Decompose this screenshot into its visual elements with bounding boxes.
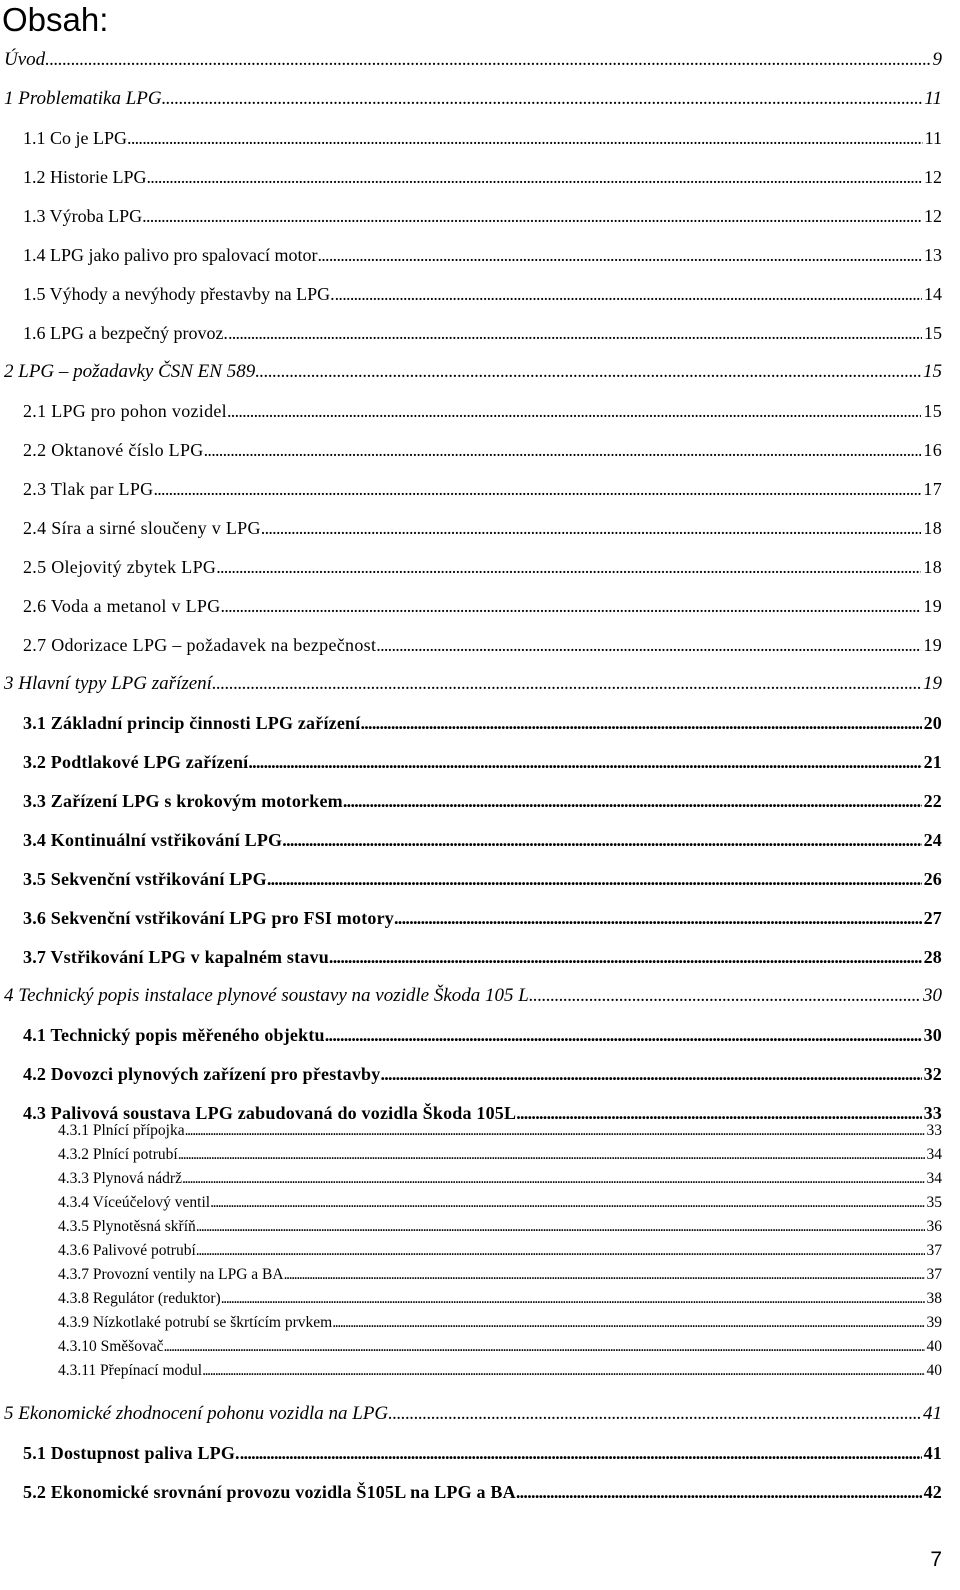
toc-entry-page: 36 [926, 1218, 942, 1235]
toc-entry-label: 3.5 Sekvenční vstřikování LPG [23, 869, 267, 889]
toc-leader [162, 82, 923, 116]
toc-entry-3-2[interactable] [23, 745, 942, 779]
toc-entry-page: 18 [923, 518, 942, 538]
toc-entry-page: 34 [926, 1146, 942, 1163]
toc-entry-2-1[interactable] [23, 394, 942, 428]
toc-entry-label: 3.4 Kontinuální vstřikování LPG [23, 830, 283, 850]
toc-leader [529, 979, 921, 1013]
toc-entry-chapter-2[interactable] [4, 355, 942, 389]
toc-entry-page: 33 [926, 1122, 942, 1139]
toc-entry-2-6[interactable] [23, 589, 942, 623]
toc-entry-page: 30 [923, 985, 942, 1006]
toc-entry-page: 37 [926, 1266, 942, 1283]
toc-leader [216, 550, 921, 584]
toc-entry-3-6[interactable] [23, 901, 942, 935]
toc-leader [360, 706, 921, 740]
toc-entry-uvod[interactable] [4, 43, 942, 77]
toc-entry-page: 18 [923, 557, 942, 577]
toc-entry-4-2[interactable] [23, 1057, 942, 1091]
toc-entry-label: 1.6 LPG a bezpečný provoz. [23, 323, 228, 343]
toc-entry-2-7[interactable] [23, 628, 942, 662]
toc-entry-label: 1 Problematika LPG [4, 88, 162, 109]
toc-entry-label: 2.2 Oktanové číslo LPG [23, 440, 204, 460]
toc-entry-label: 3.3 Zařízení LPG s krokovým motorkem [23, 791, 343, 811]
toc-leader [221, 1289, 925, 1310]
toc-entry-label: 4.3.10 Směšovač [58, 1338, 164, 1355]
toc-entry-4-3-9[interactable] [58, 1313, 942, 1334]
toc-leader [153, 472, 921, 506]
toc-entry-page: 41 [923, 1403, 942, 1424]
toc-entry-label: 4.3.11 Přepínací modul [58, 1362, 203, 1379]
toc-leader [240, 1436, 922, 1470]
toc-leader [343, 784, 922, 818]
toc-entry-chapter-4[interactable] [4, 979, 942, 1013]
toc-entry-4-3-10[interactable] [58, 1337, 942, 1358]
toc-leader [204, 433, 922, 467]
toc-entry-page: 16 [923, 440, 942, 460]
toc-entry-label: 5.1 Dostupnost paliva LPG. [23, 1443, 240, 1463]
toc-entry-label: 5.2 Ekonomické srovnání provozu vozidla Š105L na LPG a BA [23, 1482, 516, 1502]
toc-entry-page: 30 [923, 1025, 942, 1045]
toc-leader [380, 1057, 921, 1091]
toc-entry-label: 1.4 LPG jako palivo pro spalovací motor [23, 245, 318, 265]
toc-entry-chapter-3[interactable] [4, 667, 942, 701]
toc-entry-4-3-11[interactable] [58, 1361, 942, 1382]
toc-entry-2-5[interactable] [23, 550, 942, 584]
toc-entry-page: 38 [926, 1290, 942, 1307]
toc-entry-label: 1.3 Výroba LPG [23, 206, 143, 226]
toc-entry-label: 4.3.6 Palivové potrubí [58, 1242, 196, 1259]
toc-leader [147, 160, 923, 194]
toc-leader [335, 277, 922, 311]
toc-entry-3-3[interactable] [23, 784, 942, 818]
toc-entry-label: 2.6 Voda a metanol v LPG [23, 596, 221, 616]
toc-entry-page: 33 [923, 1103, 942, 1123]
toc-entry-page: 15 [923, 401, 942, 421]
toc-entry-4-1[interactable] [23, 1018, 942, 1052]
toc-leader [332, 1313, 924, 1334]
toc-entry-page: 11 [924, 88, 942, 109]
toc-leader [282, 823, 921, 857]
toc-entry-label: 3.7 Vstřikování LPG v kapalném stavu [23, 947, 329, 967]
toc-entry-4-3-7[interactable] [58, 1265, 942, 1286]
toc-leader [163, 1337, 924, 1358]
toc-entry-2-4[interactable] [23, 511, 942, 545]
toc-entry-page: 13 [924, 245, 942, 265]
toc-entry-label: 2.7 Odorizace LPG – požadavek na bezpečnost [23, 635, 377, 655]
toc-entry-1-2[interactable] [23, 160, 942, 194]
toc-entry-page: 26 [923, 869, 942, 889]
toc-leader [261, 511, 922, 545]
toc-leader [376, 628, 921, 662]
toc-entry-1-4[interactable] [23, 238, 942, 272]
toc-entry-label: 4.3 Palivová soustava LPG zabudovaná do vozidla Škoda 105L [23, 1103, 517, 1123]
toc-entry-label: 2.1 LPG pro pohon vozidel [23, 401, 227, 421]
toc-entry-4-3-2[interactable] [58, 1145, 942, 1166]
toc-entry-1-3[interactable] [23, 199, 942, 233]
toc-entry-label: 4.3.9 Nízkotlaké potrubí se škrtícím prvkem [58, 1314, 333, 1331]
toc-entry-label: 3.6 Sekvenční vstřikování LPG pro FSI motory [23, 908, 394, 928]
toc-entry-page: 24 [923, 830, 942, 850]
toc-entry-label: 4.3.4 Víceúčelový ventil [58, 1194, 211, 1211]
toc-entry-2-2[interactable] [23, 433, 942, 467]
toc-entry-1-1[interactable] [23, 121, 942, 155]
toc-entry-page: 12 [924, 206, 942, 226]
toc-entry-4-3-4[interactable] [58, 1193, 942, 1214]
toc-leader [221, 589, 922, 623]
toc-entry-3-1[interactable] [23, 706, 942, 740]
toc-leader [127, 121, 923, 155]
toc-entry-label: 4.2 Dovozci plynových zařízení pro přestavby [23, 1064, 381, 1084]
toc-entry-chapter-5[interactable] [4, 1397, 942, 1431]
toc-entry-3-4[interactable] [23, 823, 942, 857]
toc-entry-label: 4.3.7 Provozní ventily na LPG a BA [58, 1266, 284, 1283]
toc-entry-label: 4.3.1 Plnící přípojka [58, 1122, 185, 1139]
toc-leader [248, 745, 921, 779]
toc-entry-3-7[interactable] [23, 940, 942, 974]
toc-leader [212, 667, 921, 701]
toc-entry-label: 2.5 Olejovitý zbytek LPG [23, 557, 217, 577]
toc-entry-page: 22 [923, 791, 942, 811]
toc-entry-page: 34 [926, 1170, 942, 1187]
toc-entry-page: 12 [924, 167, 942, 187]
toc-entry-page: 15 [924, 323, 942, 343]
toc-entry-label: 1.1 Co je LPG [23, 128, 128, 148]
toc-entry-4-3-8[interactable] [58, 1289, 942, 1310]
toc-entry-page: 42 [923, 1482, 942, 1502]
toc-entry-5-2[interactable] [23, 1475, 942, 1509]
toc-leader [45, 43, 930, 77]
toc-leader [142, 199, 922, 233]
toc-entry-page: 9 [932, 49, 942, 70]
toc-leader [182, 1169, 925, 1190]
toc-entry-label: 4.3.3 Plynová nádrž [58, 1170, 182, 1187]
toc-entry-4-3-3[interactable] [58, 1169, 942, 1190]
toc-leader [185, 1121, 925, 1142]
toc-leader [210, 1193, 924, 1214]
toc-entry-label: 4 Technický popis instalace plynové soustavy na vozidle Škoda 105 L [4, 985, 529, 1006]
toc-entry-page: 11 [924, 128, 942, 148]
toc-leader [329, 940, 922, 974]
toc-leader [228, 316, 922, 350]
toc-entry-label: 4.1 Technický popis měřeného objektu [23, 1025, 325, 1045]
toc-entry-page: 41 [923, 1443, 942, 1463]
toc-entry-page: 28 [923, 947, 942, 967]
page-number: 7 [930, 1548, 942, 1571]
toc-entry-page: 19 [923, 635, 942, 655]
toc-entry-page: 39 [926, 1314, 942, 1331]
toc-entry-label: 2.3 Tlak par LPG [23, 479, 154, 499]
toc-entry-page: 27 [923, 908, 942, 928]
toc-entry-label: 4.3.5 Plynotěsná skříň [58, 1218, 196, 1235]
toc-entry-label: Úvod [4, 49, 46, 70]
toc-entry-1-6[interactable] [23, 316, 942, 350]
toc-entry-page: 15 [923, 361, 942, 382]
toc-entry-page: 37 [926, 1242, 942, 1259]
toc-entry-label: 3 Hlavní typy LPG zařízení [4, 673, 212, 694]
toc-leader [516, 1475, 922, 1509]
toc-leader [255, 355, 921, 389]
toc-leader [202, 1361, 924, 1382]
toc-entry-label: 5 Ekonomické zhodnocení pohonu vozidla na LPG [4, 1403, 389, 1424]
toc-entry-label: 4.3.8 Regulátor (reduktor) [58, 1290, 221, 1307]
toc-leader [267, 862, 922, 896]
toc-entry-3-5[interactable] [23, 862, 942, 896]
toc-entry-5-1[interactable] [23, 1436, 942, 1470]
toc-entry-page: 20 [923, 713, 942, 733]
toc-entry-page: 19 [923, 596, 942, 616]
toc-entry-page: 14 [924, 284, 942, 304]
toc-leader [394, 901, 922, 935]
toc-leader [196, 1217, 925, 1238]
toc-leader [388, 1397, 921, 1431]
toc-entry-4-3-5[interactable] [58, 1217, 942, 1238]
toc-entry-page: 35 [926, 1194, 942, 1211]
toc-entry-label: 3.2 Podtlakové LPG zařízení [23, 752, 249, 772]
toc-entry-page: 19 [923, 673, 942, 694]
toc-leader [196, 1241, 925, 1262]
toc-entry-label: 4.3.2 Plnící potrubí [58, 1146, 178, 1163]
toc-entry-page: 40 [926, 1338, 942, 1355]
toc-entry-label: 1.5 Výhody a nevýhody přestavby na LPG. [23, 284, 335, 304]
toc-leader [284, 1265, 925, 1286]
toc-heading: Obsah: [2, 1, 109, 38]
toc-leader [317, 238, 922, 272]
toc-entry-label: 1.2 Historie LPG [23, 167, 147, 187]
toc-leader [227, 394, 921, 428]
toc-entry-chapter-1[interactable] [4, 82, 942, 116]
toc-entry-4-3-1[interactable] [58, 1121, 942, 1142]
toc-entry-label: 3.1 Základní princip činnosti LPG zařízení [23, 713, 361, 733]
toc-entry-1-5[interactable] [23, 277, 942, 311]
toc-entry-label: 2 LPG – požadavky ČSN EN 589 [4, 361, 256, 382]
toc-leader [325, 1018, 922, 1052]
toc-entry-2-3[interactable] [23, 472, 942, 506]
toc-entry-label: 2.4 Síra a sirné sloučeny v LPG [23, 518, 261, 538]
toc-entry-page: 32 [923, 1064, 942, 1084]
toc-entry-page: 40 [926, 1362, 942, 1379]
toc-leader [178, 1145, 925, 1166]
toc-entry-page: 21 [923, 752, 942, 772]
toc-entry-4-3-6[interactable] [58, 1241, 942, 1262]
toc-entry-page: 17 [923, 479, 942, 499]
